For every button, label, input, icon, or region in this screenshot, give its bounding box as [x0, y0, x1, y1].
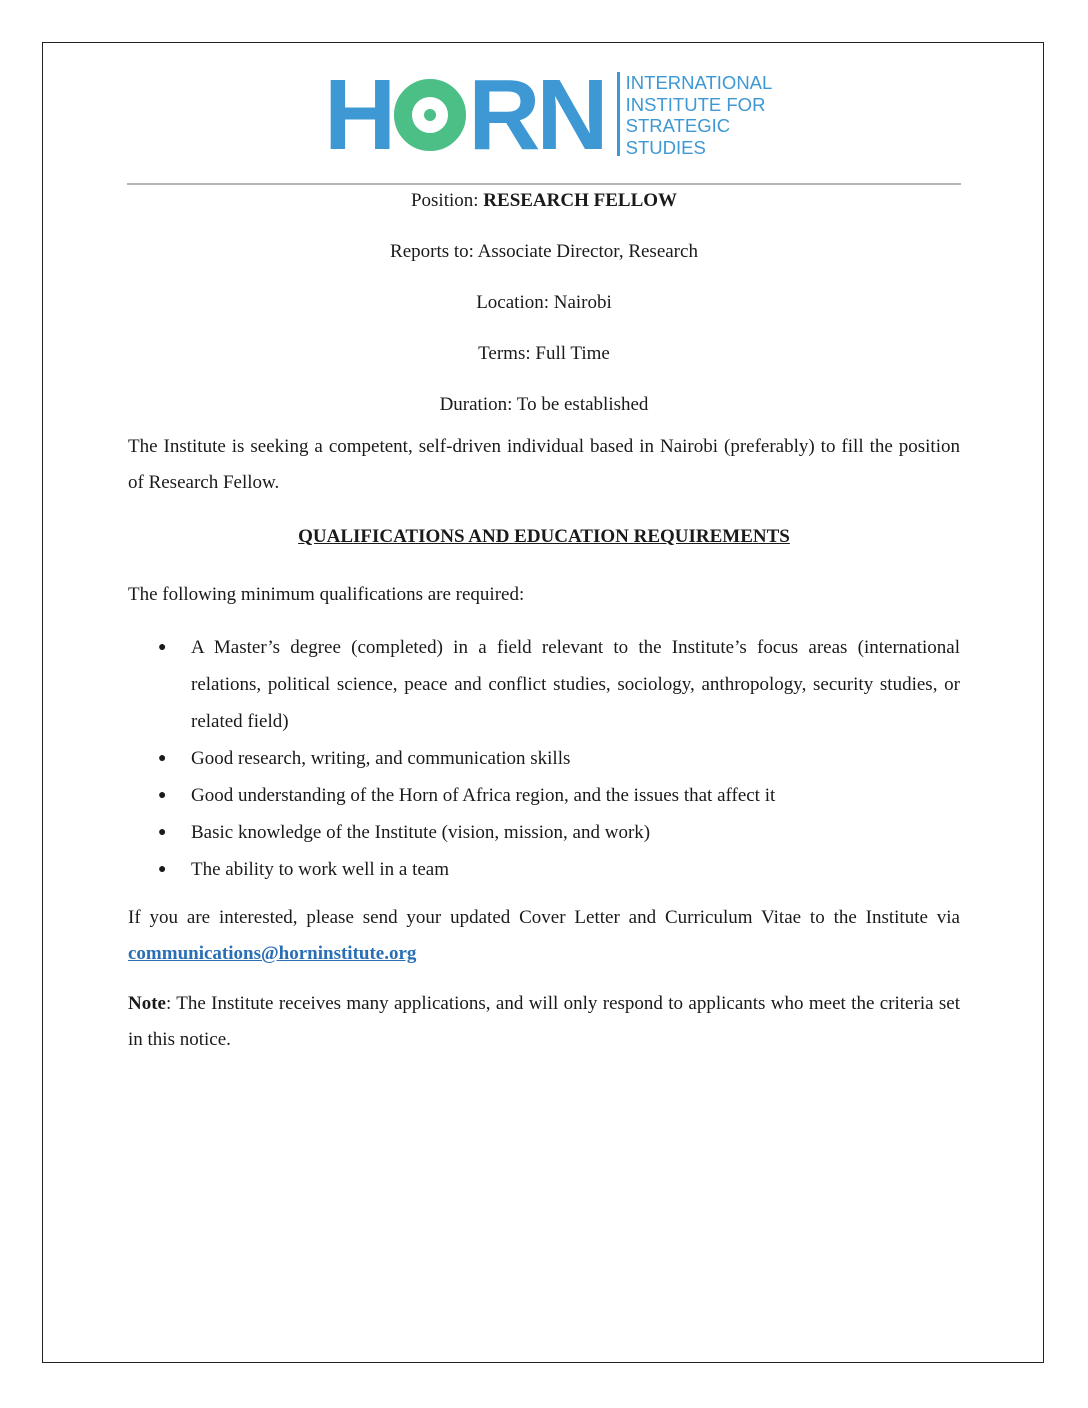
- qualifications-lead: The following minimum qualifications are required:: [128, 584, 525, 605]
- list-item-text: The ability to work well in a team: [191, 859, 450, 880]
- bullet-icon: ●: [158, 825, 167, 840]
- list-item: [128, 629, 960, 740]
- position-line: [128, 187, 960, 238]
- logo-letter-h: H: [324, 59, 393, 171]
- list-item-text: Basic knowledge of the Institute (vision, mission, and work): [191, 822, 651, 843]
- logo-letters-rn: RN: [468, 59, 605, 171]
- reports-to-line: Reports to: Associate Director, Research: [390, 241, 698, 262]
- intro-paragraph: The Institute is seeking a competent, self-driven individual based in Nairobi (preferably) to fill the position of Research Fellow.: [128, 436, 960, 493]
- list-item-text: A Master’s degree (completed) in a field relevant to the Institute’s focus areas (international relations, political science, peace and conflict studies, sociology, anthropology, security studies, or related field): [191, 637, 960, 732]
- position-value: RESEARCH FELLOW: [483, 190, 678, 211]
- logo-divider: [617, 72, 620, 156]
- list-item: [128, 740, 960, 777]
- bullet-icon: ●: [158, 751, 167, 766]
- list-item-text: Good research, writing, and communication skills: [191, 748, 571, 769]
- logo-subtitle-line: STRATEGIC: [625, 115, 731, 136]
- note-label: Note: [128, 993, 166, 1014]
- list-item: [128, 814, 960, 851]
- logo-o-circle-icon: [394, 79, 466, 151]
- bullet-icon: ●: [158, 862, 167, 877]
- apply-paragraph: [128, 900, 960, 972]
- logo-subtitle: [626, 72, 773, 158]
- location-line: Location: Nairobi: [476, 292, 612, 313]
- list-item: [128, 851, 960, 888]
- qualifications-heading: QUALIFICATIONS AND EDUCATION REQUIREMENTS: [298, 526, 790, 547]
- apply-text: If you are interested, please send your updated Cover Letter and Curriculum Vitae to the Institute via: [128, 907, 960, 928]
- list-item-text: Good understanding of the Horn of Africa region, and the issues that affect it: [191, 785, 776, 806]
- bullet-icon: ●: [158, 640, 167, 655]
- terms-line: Terms: Full Time: [478, 343, 610, 364]
- list-item: [128, 777, 960, 814]
- logo-subtitle-line: STUDIES: [625, 136, 706, 158]
- horn-logo: [324, 59, 773, 171]
- bullet-icon: ●: [158, 788, 167, 803]
- note-paragraph: [128, 986, 960, 1058]
- logo-subtitle-line: INTERNATIONAL: [625, 72, 773, 93]
- logo-subtitle-line: INSTITUTE FOR: [625, 93, 766, 115]
- document-body: [128, 187, 960, 1058]
- email-link[interactable]: communications@horninstitute.org: [128, 943, 417, 964]
- logo-wordmark: [324, 59, 605, 171]
- header-divider: [127, 183, 961, 185]
- position-label: Position:: [410, 190, 484, 211]
- duration-line: Duration: To be established: [439, 394, 649, 415]
- note-text: : The Institute receives many applications, and will only respond to applicants who meet the criteria set in this notice.: [128, 993, 960, 1050]
- qualifications-list: [128, 629, 960, 888]
